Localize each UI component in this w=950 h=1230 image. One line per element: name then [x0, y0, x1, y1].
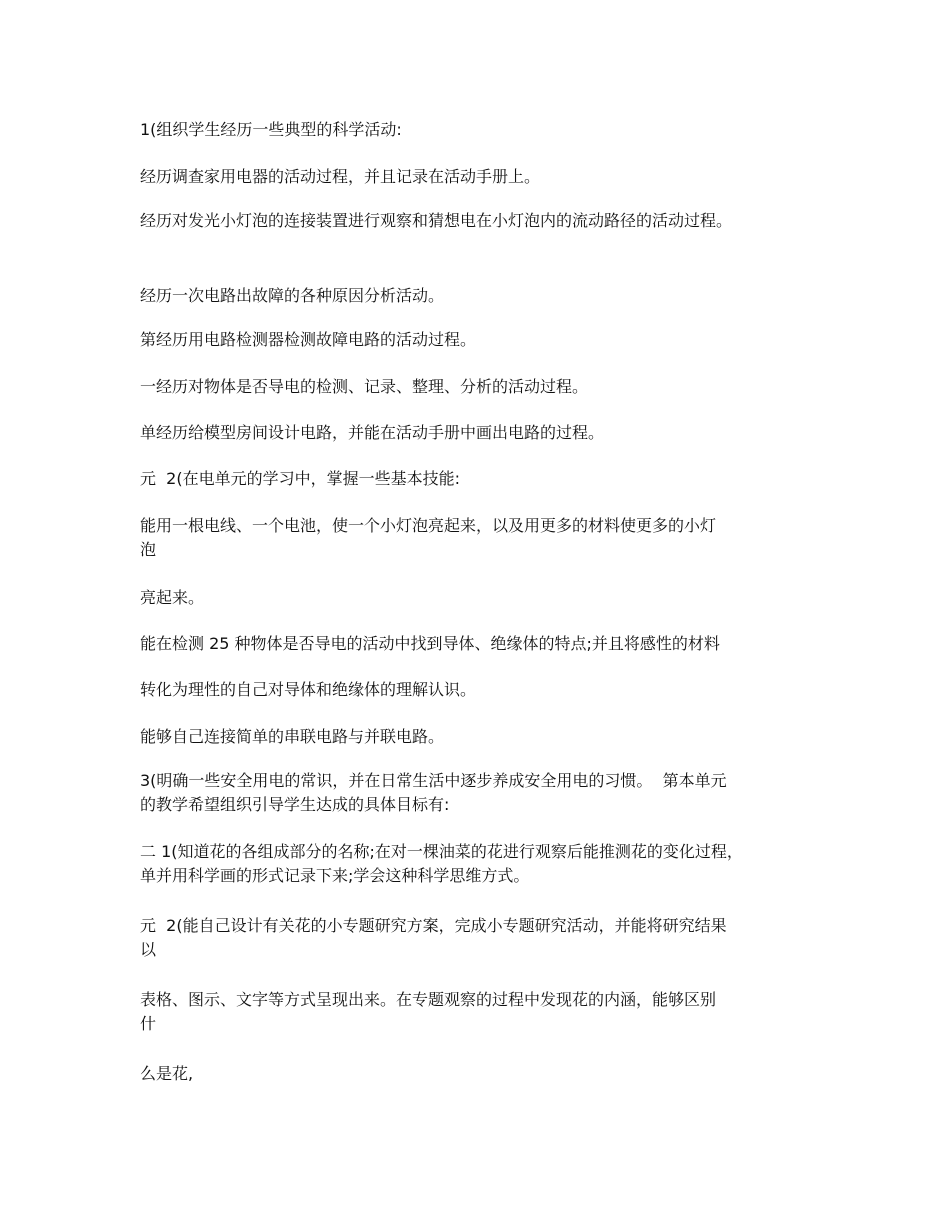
paragraph-line: 元 2(能自己设计有关花的小专题研究方案，完成小专题研究活动，并能将研究结果 以	[140, 916, 727, 959]
paragraph-line: 经历对发光小灯泡的连接装置进行观察和猜想电在小灯泡内的流动路径的活动过程。	[140, 211, 733, 230]
paragraph-line: 一经历对物体是否导电的检测、记录、整理、分析的活动过程。	[140, 377, 589, 396]
paragraph-line: 二 1(知道花的各组成部分的名称;在对一棵油菜的花进行观察后能推测花的变化过程， 单并用科学画的形式记录下来;学会这种科学思维方式。	[140, 842, 743, 885]
paragraph-line: 第经历用电路检测器检测故障电路的活动过程。	[140, 330, 477, 349]
paragraph-line: 单经历给模型房间设计电路，并能在活动手册中画出电路的过程。	[140, 423, 605, 442]
paragraph-line: 3(明确一些安全用电的常识，并在日常生活中逐步养成安全用电的习惯。 第本单元 的教学希望组织引导学生达成的具体目标有:	[140, 771, 727, 814]
paragraph-line: 元 2(在电单元的学习中，掌握一些基本技能:	[140, 469, 460, 488]
paragraph-line: 经历一次电路出故障的各种原因分析活动。	[140, 286, 445, 305]
paragraph-line: 经历调查家用电器的活动过程，并且记录在活动手册上。	[140, 167, 541, 186]
paragraph-line: 表格、图示、文字等方式呈现出来。在专题观察的过程中发现花的内涵，能够区别 什	[140, 990, 717, 1033]
paragraph-line: 能在检测 25 种物体是否导电的活动中找到导体、绝缘体的特点;并且将感性的材料	[140, 634, 720, 653]
paragraph-line: 转化为理性的自己对导体和绝缘体的理解认识。	[140, 680, 477, 699]
paragraph-line: 能够自己连接简单的串联电路与并联电路。	[140, 727, 445, 746]
paragraph-line: 能用一根电线、一个电池，使一个小灯泡亮起来，以及用更多的材料使更多的小灯 泡	[140, 516, 717, 559]
paragraph-line: 么是花,	[140, 1064, 194, 1083]
paragraph-line: 1(组织学生经历一些典型的科学活动:	[140, 120, 402, 139]
paragraph-line: 亮起来。	[140, 588, 205, 607]
